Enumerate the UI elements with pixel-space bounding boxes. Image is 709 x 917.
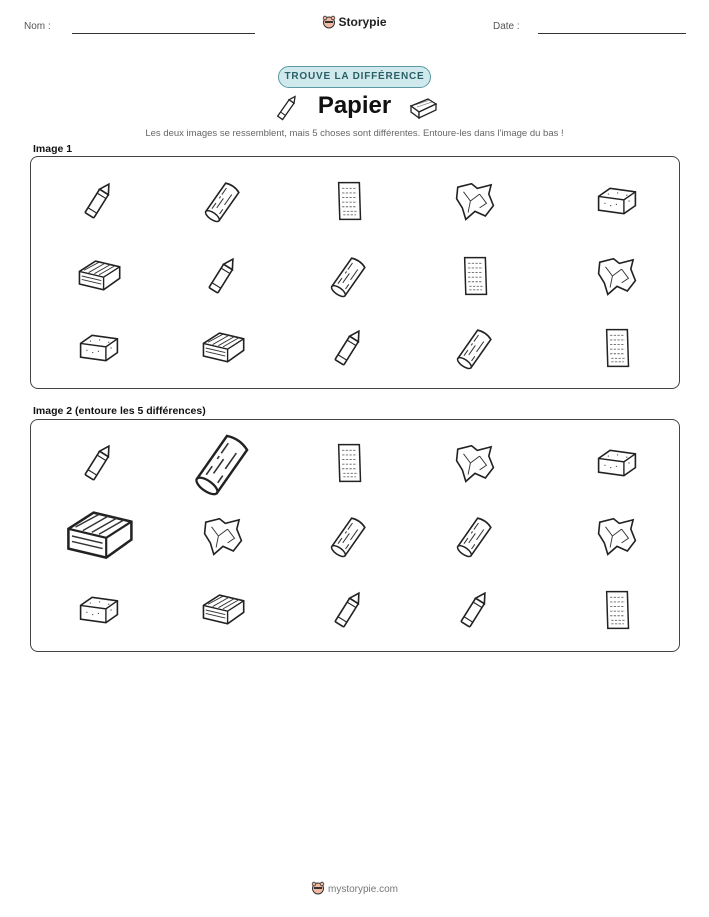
crumpled-paper-icon[interactable] [594, 513, 640, 559]
crumpled-paper-icon [452, 178, 498, 224]
paper-sheet-icon [594, 325, 640, 371]
eraser-icon [408, 94, 438, 122]
date-label: Date : [493, 21, 520, 32]
footer [0, 881, 709, 895]
paper-sheet-icon [326, 178, 372, 224]
image1-panel [30, 156, 680, 389]
brand-logo [0, 15, 709, 29]
storypie-mascot-icon [311, 881, 325, 895]
wood-log-icon [452, 325, 498, 371]
wood-log-icon [326, 253, 372, 299]
image1-label: Image 1 [33, 143, 73, 155]
wood-log-icon[interactable] [452, 513, 498, 559]
crayon-icon [76, 178, 122, 224]
image2-label: Image 2 (entoure les 5 différences) [33, 405, 206, 417]
crumpled-paper-icon [594, 253, 640, 299]
wood-plank-icon [200, 325, 246, 371]
crayon-icon[interactable] [76, 440, 122, 486]
eraser-icon[interactable] [76, 587, 122, 633]
storypie-mascot-icon [322, 15, 336, 29]
wood-log-icon[interactable] [326, 513, 372, 559]
date-field[interactable] [538, 33, 686, 34]
crayon-icon [200, 253, 246, 299]
brand-name: Storypie [338, 15, 387, 29]
name-label: Nom : [24, 21, 51, 32]
eraser-icon [594, 178, 640, 224]
image2-panel[interactable] [30, 419, 680, 652]
name-field[interactable] [72, 33, 255, 34]
wood-plank-icon[interactable] [63, 500, 135, 572]
eraser-icon [76, 325, 122, 371]
paper-sheet-icon[interactable] [594, 587, 640, 633]
eraser-icon[interactable] [594, 440, 640, 486]
wood-log-icon [200, 178, 246, 224]
crumpled-paper-icon[interactable] [452, 440, 498, 486]
wood-plank-icon [76, 253, 122, 299]
crayon-icon[interactable] [326, 587, 372, 633]
wood-plank-icon[interactable] [200, 587, 246, 633]
activity-badge: TROUVE LA DIFFÉRENCE [278, 66, 431, 88]
instructions: Les deux images se ressemblent, mais 5 choses sont différentes. Entoure-les dans l'image du bas ! [145, 128, 564, 139]
page-title: Papier [317, 92, 392, 119]
paper-sheet-icon[interactable] [326, 440, 372, 486]
wood-log-icon[interactable] [188, 428, 258, 498]
footer-url: mystorypie.com [327, 884, 398, 895]
paper-sheet-icon [452, 253, 498, 299]
crayon-icon [326, 325, 372, 371]
crayon-icon[interactable] [452, 587, 498, 633]
crumpled-paper-icon[interactable] [200, 513, 246, 559]
